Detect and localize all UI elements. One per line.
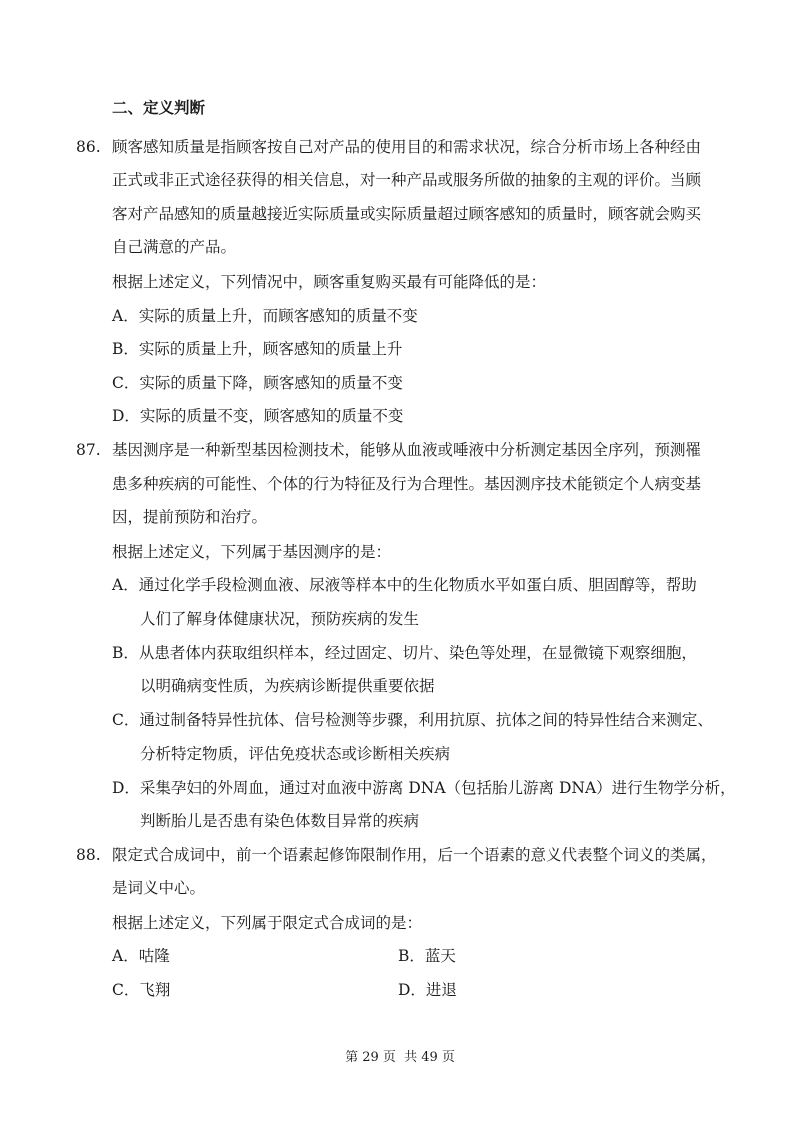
q87-option-b-line-1: B．从患者体内获取组织样本，经过固定、切片、染色等处理，在显微镜下观察细胞， (112, 644, 697, 662)
q88-option-b: B．蓝天 (398, 947, 456, 965)
q87-question: 根据上述定义，下列属于基因测序的是： (112, 543, 392, 561)
q86-stem-line-4: 自己满意的产品。 (112, 238, 237, 256)
q86-question: 根据上述定义，下列情况中，顾客重复购买最有可能降低的是： (112, 273, 547, 291)
page-footer (0, 1049, 800, 1067)
q87-option-d-line-1: D．采集孕妇的外周血，通过对血液中游离 DNA（包括胎儿游离 DNA）进行生物学分析， (112, 779, 736, 797)
question-number-87: 87. (76, 441, 101, 459)
page-total: 共 49 页 (404, 1050, 455, 1065)
q87-option-a-line-2: 人们了解身体健康状况，预防疾病的发生 (140, 610, 420, 628)
q88-option-c: C．飞翔 (112, 981, 171, 999)
q87-option-c-line-2: 分析特定物质，评估免疫状态或诊断相关疾病 (140, 745, 451, 763)
section-title: 二、定义判断 (112, 99, 206, 117)
page-number: 第 29 页 (345, 1050, 396, 1065)
q87-option-b-line-2: 以明确病变性质，为疾病诊断提供重要依据 (140, 677, 435, 695)
q86-option-a: A．实际的质量上升，而顾客感知的质量不变 (112, 307, 418, 325)
q87-stem-line-3: 因，提前预防和治疗。 (112, 508, 268, 526)
q88-option-a: A．咕隆 (112, 947, 170, 965)
q87-option-d-line-2: 判断胎儿是否患有染色体数目异常的疾病 (140, 812, 420, 830)
q88-stem-line-2: 是词义中心。 (112, 879, 206, 897)
q88-question: 根据上述定义，下列属于限定式合成词的是： (112, 914, 423, 932)
q86-stem-line-1: 顾客感知质量是指顾客按自己对产品的使用目的和需求状况，综合分析市场上各种经由 (112, 138, 702, 156)
question-number-88: 88. (76, 846, 101, 864)
question-number-86: 86. (76, 138, 101, 156)
q86-option-c: C．实际的质量下降，顾客感知的质量不变 (112, 374, 403, 392)
q87-option-c-line-1: C．通过制备特异性抗体、信号检测等步骤，利用抗原、抗体之间的特异性结合来测定、 (112, 711, 713, 729)
q87-stem-line-1: 基因测序是一种新型基因检测技术，能够从血液或唾液中分析测定基因全序列，预测罹 (112, 441, 702, 459)
q87-stem-line-2: 患多种疾病的可能性、个体的行为特征及行为合理性。基因测序技术能锁定个人病变基 (112, 475, 702, 493)
q88-option-d: D．进退 (398, 981, 457, 999)
q86-option-b: B．实际的质量上升，顾客感知的质量上升 (112, 340, 403, 358)
q86-option-d: D．实际的质量不变，顾客感知的质量不变 (112, 407, 404, 425)
q86-stem-line-3: 客对产品感知的质量越接近实际质量或实际质量超过顾客感知的质量时，顾客就会购买 (112, 205, 702, 223)
q87-option-a-line-1: A．通过化学手段检测血液、尿液等样本中的生化物质水平如蛋白质、胆固醇等，帮助 (112, 576, 697, 594)
q88-stem-line-1: 限定式合成词中，前一个语素起修饰限制作用，后一个语素的意义代表整个词义的类属， (112, 846, 717, 864)
q86-stem-line-2: 正式或非正式途径获得的相关信息，对一种产品或服务所做的抽象的主观的评价。当顾 (112, 171, 702, 189)
